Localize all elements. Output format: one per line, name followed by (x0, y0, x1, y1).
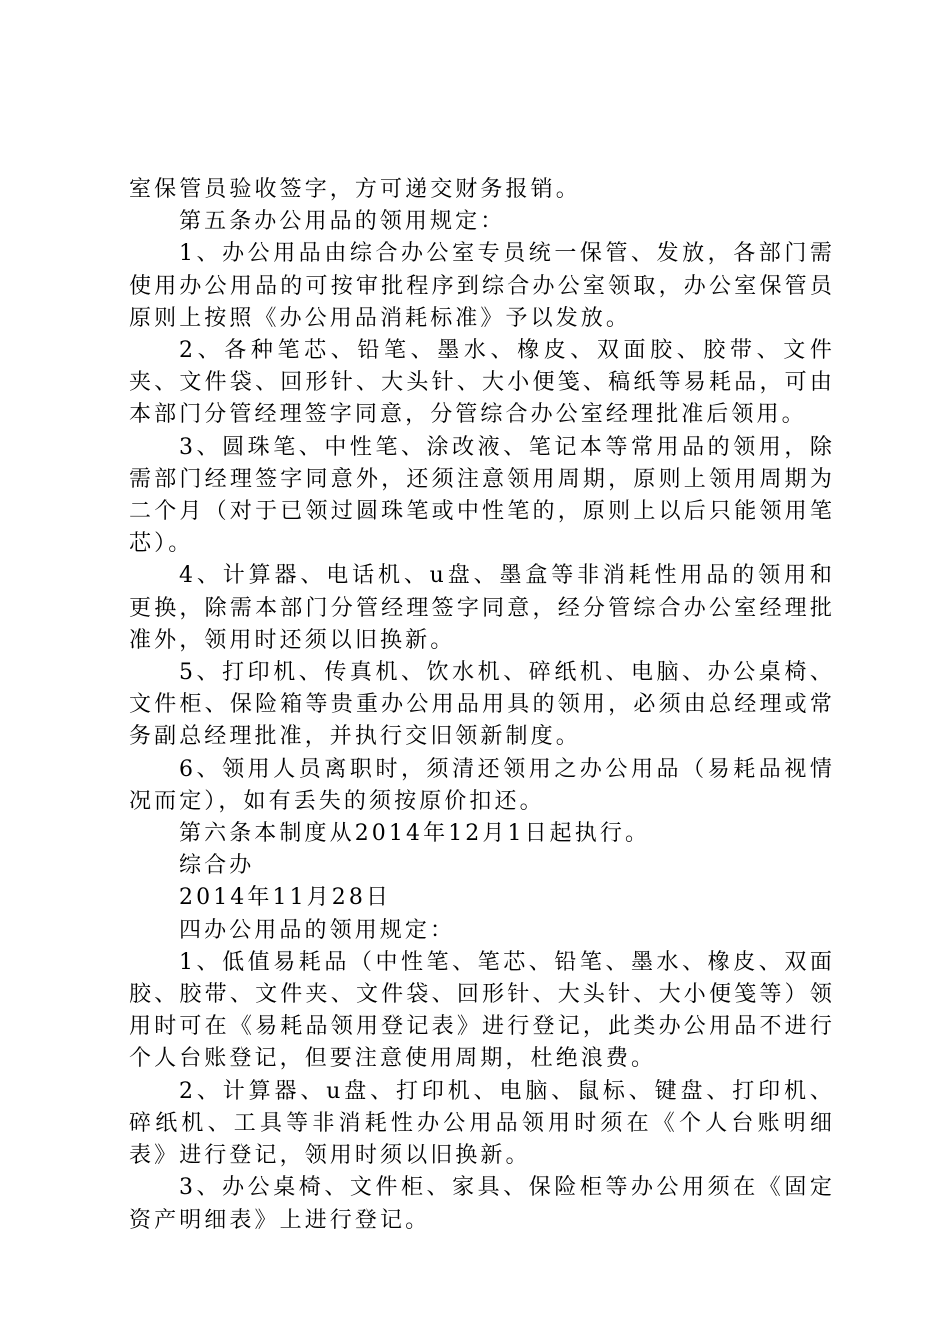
issue-date: 2014年11月28日 (179, 885, 392, 911)
article-five-item-4: 4、计算器、电话机、u盘、墨盒等非消耗性用品的领用和更换，除需本部门分管经理签字同意，经分管综合办公室经理批准外，领用时还须以旧换新。 (129, 563, 835, 653)
article-six: 第六条本制度从2014年12月1日起执行。 (179, 821, 651, 847)
issuer: 综合办 (179, 853, 255, 879)
section-four-item-3: 3、办公桌椅、文件柜、家具、保险柜等办公用须在《固定资产明细表》上进行登记。 (129, 1175, 835, 1233)
article-five-item-5: 5、打印机、传真机、饮水机、碎纸机、电脑、办公桌椅、文件柜、保险箱等贵重办公用品用具的领用，必须由总经理或常务副总经理批准，并执行交旧领新制度。 (129, 660, 835, 750)
paragraph-continuation: 室保管员验收签字，方可递交财务报销。 (129, 177, 581, 202)
document-body (129, 174, 835, 1237)
article-five-item-6: 6、领用人员离职时，须清还领用之办公用品（易耗品视情况而定），如有丢失的须按原价扣还。 (129, 756, 835, 814)
article-five-item-3: 3、圆珠笔、中性笔、涂改液、笔记本等常用品的领用，除需部门经理签字同意外，还须注意领用周期，原则上领用周期为二个月（对于已领过圆珠笔或中性笔的，原则上以后只能领用笔芯）。 (129, 434, 835, 557)
article-five-heading: 第五条办公用品的领用规定： (179, 209, 506, 235)
section-four-item-1: 1、低值易耗品（中性笔、笔芯、铅笔、墨水、橡皮、双面胶、胶带、文件夹、文件袋、回形针、大头针、大小便笺等）领用时可在《易耗品领用登记表》进行登记，此类办公用品不进行个人台账登记，但要注意使用周期，杜绝浪费。 (129, 949, 835, 1072)
section-four-heading: 四办公用品的领用规定： (179, 917, 456, 943)
article-five-item-2: 2、各种笔芯、铅笔、墨水、橡皮、双面胶、胶带、文件夹、文件袋、回形针、大头针、大小便笺、稿纸等易耗品，可由本部门分管经理签字同意，分管综合办公室经理批准后领用。 (129, 338, 835, 428)
article-five-item-1: 1、办公用品由综合办公室专员统一保管、发放，各部门需使用办公用品的可按审批程序到综合办公室领取，办公室保管员原则上按照《办公用品消耗标准》予以发放。 (129, 241, 835, 331)
section-four-item-2: 2、计算器、u盘、打印机、电脑、鼠标、键盘、打印机、碎纸机、工具等非消耗性办公用品领用时须在《个人台账明细表》进行登记，领用时须以旧换新。 (129, 1078, 835, 1169)
